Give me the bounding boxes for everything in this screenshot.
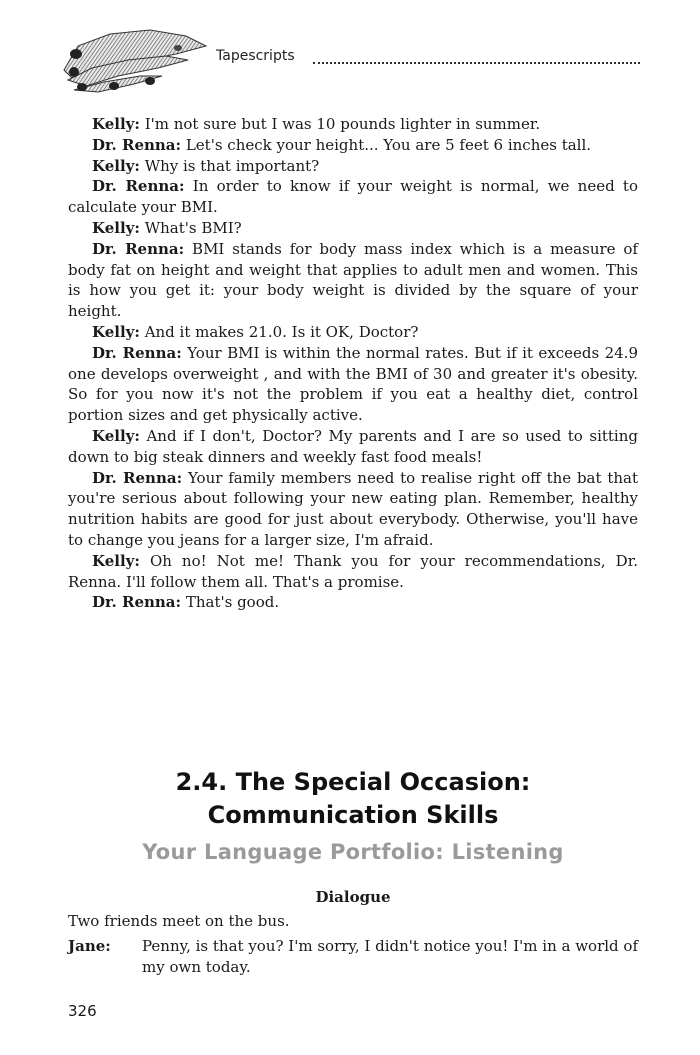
turn-text: That's good. <box>185 593 280 612</box>
dialogue-turn <box>68 218 638 239</box>
speaker-label: Dr. Renna: <box>92 239 185 258</box>
dialogue-heading: Dialogue <box>315 888 391 906</box>
dialogue-turn <box>68 343 638 426</box>
turn-text: What's BMI? <box>144 218 242 237</box>
turn-text: Penny, is that you? I'm sorry, I didn't notice you! I'm in a world of my own today. <box>142 937 638 976</box>
turn-text: I'm not sure but I was 10 pounds lighter in summer. <box>144 115 541 133</box>
turn-text: And it makes 21.0. Is it OK, Doctor? <box>144 322 419 341</box>
turn-text: Let's check your height... You are 5 feet 6 inches tall. <box>185 135 592 154</box>
turn-text: Your family members need to realise right off the bat that you're serious about following your new eating plan. Remember, healthy nutrition habits are good for just about everybody. Otherwise, you'll have to change you jeans for a larger size, I'm afraid. <box>68 468 638 549</box>
page-number: 326 <box>68 1002 97 1020</box>
dialogue-intro: Two friends meet on the bus. <box>68 912 290 930</box>
cassette-tapes-icon <box>58 24 208 100</box>
turn-text: Your BMI is within the normal rates. But if it exceeds 24.9 one develops overweight , and with the BMI of 30 and greater it's obesity. So for you now it's not the problem if you eat a healthy diet, control portion sizes and get physically active. <box>68 343 638 425</box>
dialogue-turn <box>68 135 638 156</box>
turn-text: Oh no! Not me! Thank you for your recommendations, Dr. Renna. I'll follow them all. That's a promise. <box>68 551 638 591</box>
speaker-label: Dr. Renna: <box>92 343 182 362</box>
turn-text: In order to know if your weight is normal, we need to calculate your BMI. <box>68 177 638 217</box>
dialogue-turn <box>68 114 638 135</box>
speaker-label: Kelly: <box>92 551 140 570</box>
dialogue-turn-jane <box>68 936 638 978</box>
speaker-label: Dr. Renna: <box>92 177 185 196</box>
speaker-label: Kelly: <box>92 115 140 133</box>
dialogue-turn <box>68 156 638 177</box>
section-title <box>68 766 638 832</box>
dialogue-turn <box>68 551 638 593</box>
tapescript-body <box>68 114 638 613</box>
dialogue-turn <box>68 239 638 322</box>
section-title-line1: 2.4. The Special Occasion: <box>175 768 531 796</box>
dialogue-turn <box>68 322 638 343</box>
speaker-label: Kelly: <box>92 426 140 445</box>
header-divider <box>313 62 640 64</box>
speaker-label: Dr. Renna: <box>92 135 182 154</box>
dialogue-turn <box>68 426 638 468</box>
speaker-label: Jane: <box>68 937 111 955</box>
section-subtitle: Your Language Portfolio: Listening <box>142 840 564 864</box>
speaker-label: Kelly: <box>92 218 140 237</box>
dialogue-turn <box>68 468 638 551</box>
turn-text: And if I don't, Doctor? My parents and I are so used to sitting down to big steak dinners and weekly fast food meals! <box>68 426 638 466</box>
header-title: Tapescripts <box>216 48 295 64</box>
turn-text: BMI stands for body mass index which is a measure of body fat on height and weight that applies to adult men and women. This is how you get it: your body weight is divided by the square of your height. <box>68 239 638 321</box>
dialogue-turn <box>68 592 638 613</box>
speaker-label: Kelly: <box>92 156 140 175</box>
section-title-line2: Communication Skills <box>207 801 499 829</box>
speaker-label: Dr. Renna: <box>92 593 182 612</box>
speaker-label: Dr. Renna: <box>92 468 183 487</box>
dialogue-turn <box>68 176 638 218</box>
speaker-label: Kelly: <box>92 322 140 341</box>
turn-text: Why is that important? <box>144 156 320 175</box>
